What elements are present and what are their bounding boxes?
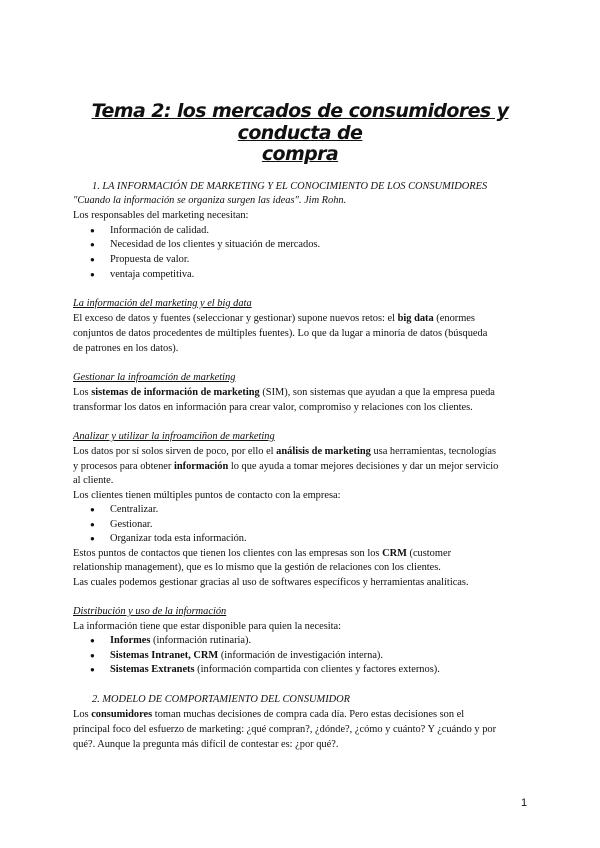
paragraph-line: La información tiene que estar disponible para quien la necesita: xyxy=(73,621,342,632)
list-item: ● Necesidad de los clientes y situación de mercados. xyxy=(110,238,570,252)
subtitle-big-data: La información del marketing y el big data xyxy=(73,298,252,309)
paragraph-line: qué?. Aunque la pregunta más difícil de contestar es: ¿por qué?. xyxy=(73,739,339,750)
paragraph-line: conjuntos de datos procedentes de múltiples fuentes). Lo que da lugar a minoría de datos (búsqueda xyxy=(73,328,488,339)
list-item: ● ventaja competitiva. xyxy=(110,268,570,282)
paragraph-line: Estos puntos de contactos que tienen los clientes con las empresas son los CRM (customer xyxy=(73,548,452,559)
paragraph-line: Los sistemas de información de marketing (SIM), son sistemas que ayudan a que la empresa pueda xyxy=(73,387,495,398)
paragraph-line: El exceso de datos y fuentes (seleccionar y gestionar) supone nuevos retos: el big data (enormes xyxy=(73,313,475,324)
list-item: ● Sistemas Extranets (información compartida con clientes y factores externos). xyxy=(110,663,570,677)
list-item: ● Sistemas Intranet, CRM (información de investigación interna). xyxy=(110,649,570,663)
section-2-heading: 2. MODELO DE COMPORTAMIENTO DEL CONSUMIDOR xyxy=(92,694,351,705)
paragraph-line: y procesos para obtener información lo que ayuda a tomar mejores decisiones y dar un mejor servicio xyxy=(73,461,499,472)
list-item: ● Informes (información rutinaria). xyxy=(110,634,570,648)
page-number: 1 xyxy=(521,797,528,809)
paragraph-line: al cliente. xyxy=(73,475,114,486)
list-item: ● Organizar toda esta información. xyxy=(110,532,570,546)
page-title-line-2: compra xyxy=(261,143,339,165)
list-item: ● Propuesta de valor. xyxy=(110,253,570,267)
quote: "Cuando la información se organiza surgen las ideas". Jim Rohn. xyxy=(73,195,347,206)
paragraph-line: transformar los datos en información para crear valor, compromiso y relaciones con los clientes. xyxy=(73,402,473,413)
paragraph-line: Las cuales podemos gestionar gracias al uso de softwares específicos y herramientas analíticas. xyxy=(73,577,469,588)
list-item: ● Información de calidad. xyxy=(110,224,570,238)
subtitle-analizar: Analizar y utilizar la infroamciñon de marketing xyxy=(73,431,275,442)
paragraph-line: de patrones en los datos). xyxy=(73,343,179,354)
list-item: ● Gestionar. xyxy=(110,518,570,532)
page-title-line-1: Tema 2: los mercados de consumidores y conducta de xyxy=(91,100,509,144)
paragraph-line: Los clientes tienen múltiples puntos de contacto con la empresa: xyxy=(73,490,341,501)
subtitle-distribucion: Distribución y uso de la información xyxy=(73,606,227,617)
section-1-heading: 1. LA INFORMACIÓN DE MARKETING Y EL CONOCIMIENTO DE LOS CONSUMIDORES xyxy=(92,181,488,192)
paragraph-line: relationship management), que es lo mismo que la gestión de relaciones con los clientes. xyxy=(73,562,441,573)
paragraph-line: Los consumidores toman muchas decisiones de compra cada día. Pero estas decisiones son el xyxy=(73,709,465,720)
paragraph-line: Los datos por sí solos sirven de poco, por ello el análisis de marketing usa herramientas, tecnologías xyxy=(73,446,497,457)
needs-intro: Los responsables del marketing necesitan: xyxy=(73,210,249,221)
paragraph-line: principal foco del esfuerzo de marketing: ¿qué compran?, ¿dónde?, ¿cómo y cuánto? Y ¿cuándo y por xyxy=(73,724,497,735)
subtitle-gestionar: Gestionar la infroamción de marketing xyxy=(73,372,236,383)
list-item: ● Centralizar. xyxy=(110,503,570,517)
